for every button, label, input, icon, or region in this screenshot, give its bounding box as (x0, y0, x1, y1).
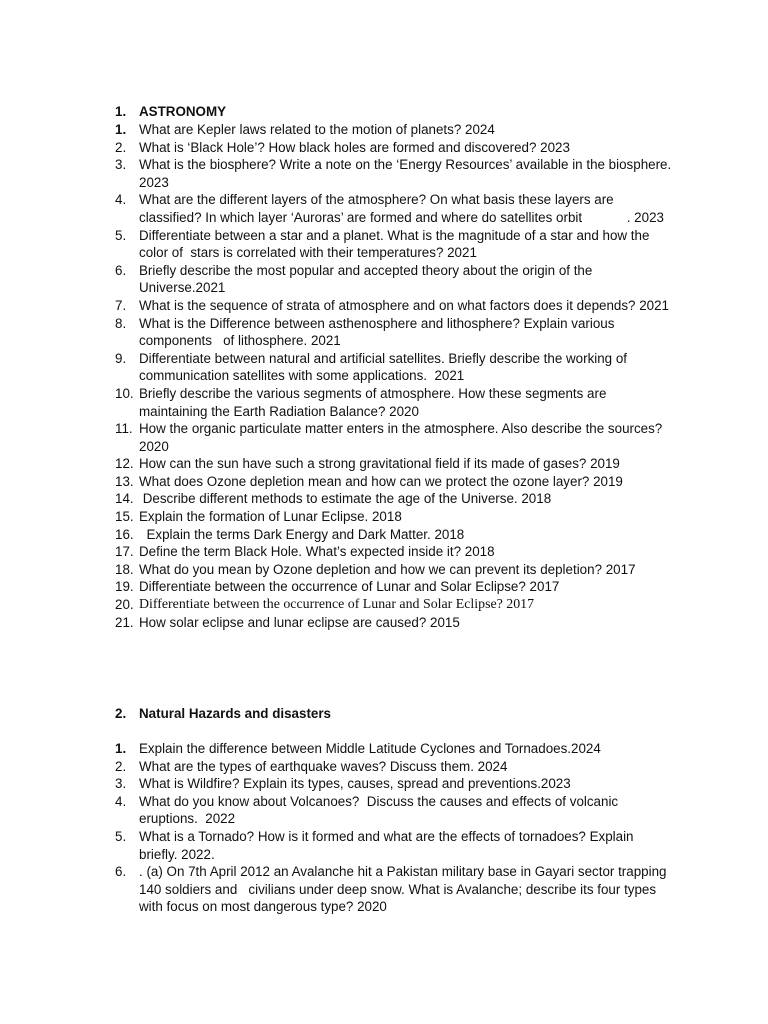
question-number: 2. (115, 758, 127, 774)
question-text: What is Wildfire? Explain its types, causes, spread and preventions.2023 (139, 776, 571, 792)
question-number: 21. (115, 614, 134, 630)
question-text: How solar eclipse and lunar eclipse are caused? 2015 (139, 614, 460, 630)
question-text: What do you know about Volcanoes? Discuss the causes and effects of volcanic eruptions. 2022 (139, 793, 622, 827)
question-text: . (a) On 7th April 2012 an Avalanche hit a Pakistan military base in Gayari sector trapping 140 soldiers and civilians under deep snow. What is Avalanche; describe its four types with focus on most dangerous type? 2020 (139, 864, 671, 915)
list-item (115, 350, 675, 385)
question-number: 11. (115, 421, 133, 437)
list-item (115, 775, 675, 793)
question-text: Briefly describe the various segments of atmosphere. How these segments are maintaining the Earth Radiation Balance? 2020 (139, 385, 611, 419)
question-text: What is the biosphere? Write a note on the ‘Energy Resources’ available in the biosphere. 2023 (139, 157, 675, 190)
question-number: 14. (115, 491, 134, 507)
list-item (115, 596, 675, 614)
list-item (115, 543, 675, 561)
question-text: Define the term Black Hole. What’s expected inside it? 2018 (139, 544, 495, 560)
question-number: 5. (115, 227, 127, 243)
question-text: Describe different methods to estimate the age of the Universe. 2018 (139, 491, 552, 507)
question-number: 9. (115, 350, 127, 366)
question-text: What do you mean by Ozone depletion and how we can prevent its depletion? 2017 (139, 561, 636, 577)
list-item (115, 121, 675, 139)
section-astronomy (115, 103, 675, 631)
list-item (115, 561, 675, 579)
list-item (115, 490, 675, 508)
question-text: Briefly describe the most popular and accepted theory about the origin of the Universe.2021 (139, 262, 597, 296)
list-item (115, 793, 675, 828)
question-number: 13. (115, 473, 134, 489)
question-number: 15. (115, 509, 134, 525)
list-item (115, 385, 675, 420)
question-number: 1. (115, 741, 127, 756)
question-number: 4. (115, 793, 127, 809)
question-text: What is ‘Black Hole’? How black holes are formed and discovered? 2023 (139, 139, 570, 155)
question-number: 19. (115, 579, 134, 595)
question-text: What is the Difference between asthenosphere and lithosphere? Explain various components of lithosphere. 2021 (139, 315, 619, 349)
question-text: What does Ozone depletion mean and how can we protect the ozone layer? 2019 (139, 473, 623, 489)
question-number: 10. (115, 385, 134, 401)
question-number: 1. (115, 122, 127, 137)
list-item (115, 740, 675, 758)
list-item (115, 139, 675, 157)
question-text: What are the types of earthquake waves? Discuss them. 2024 (139, 758, 508, 774)
list-item (115, 297, 675, 315)
question-number: 6. (115, 864, 127, 880)
question-number: 20. (115, 597, 134, 613)
section-number: 2. (115, 706, 127, 721)
question-text: Explain the difference between Middle Latitude Cyclones and Tornadoes.2024 (139, 741, 601, 756)
question-number: 17. (115, 544, 134, 560)
question-text: How can the sun have such a strong gravitational field if its made of gases? 2019 (139, 456, 620, 472)
list-item (115, 227, 675, 262)
question-list (115, 121, 675, 631)
question-text: Differentiate between a star and a planet. What is the magnitude of a star and how the color of stars is correlated with their temperatures? 2021 (139, 227, 654, 261)
question-number: 6. (115, 262, 127, 278)
section-heading (115, 705, 675, 723)
question-number: 7. (115, 297, 127, 313)
question-text: What is a Tornado? How is it formed and what are the effects of tornadoes? Explain briefly. 2022. (139, 828, 638, 862)
question-text: Explain the formation of Lunar Eclipse. 2018 (139, 509, 402, 525)
section-title: ASTRONOMY (139, 104, 227, 119)
list-item (115, 863, 675, 916)
question-text: Differentiate between the occurrence of Lunar and Solar Eclipse? 2017 (139, 579, 560, 595)
section-number: 1. (115, 104, 127, 119)
list-item (115, 614, 675, 632)
question-number: 12. (115, 456, 134, 472)
list-item (115, 315, 675, 350)
question-number: 3. (115, 157, 127, 173)
list-item (115, 578, 675, 596)
question-text: Explain the terms Dark Energy and Dark Matter. 2018 (139, 526, 465, 542)
list-item (115, 526, 675, 544)
list-item (115, 828, 675, 863)
question-number: 2. (115, 139, 127, 155)
question-number: 3. (115, 776, 127, 792)
section-natural-hazards (115, 705, 675, 916)
question-text: What are Kepler laws related to the motion of planets? 2024 (139, 122, 495, 137)
question-number: 5. (115, 828, 127, 844)
question-list (115, 740, 675, 916)
list-item (115, 473, 675, 491)
question-number: 18. (115, 561, 134, 577)
question-text: Differentiate between the occurrence of Lunar and Solar Eclipse? 2017 (139, 597, 535, 613)
list-item (115, 508, 675, 526)
section-heading (115, 103, 675, 121)
list-item (115, 758, 675, 776)
list-item (115, 455, 675, 473)
section-title: Natural Hazards and disasters (139, 706, 332, 721)
list-item (115, 191, 675, 226)
question-number: 4. (115, 192, 127, 208)
question-text: What is the sequence of strata of atmosphere and on what factors does it depends? 2021 (139, 297, 670, 313)
list-item (115, 156, 675, 191)
question-text: What are the different layers of the atmosphere? On what basis these layers are classified? In which layer ‘Auroras’ are formed and where do satellites orbit . 2023 (139, 192, 664, 225)
question-number: 8. (115, 315, 127, 331)
question-number: 16. (115, 526, 134, 542)
list-item (115, 420, 675, 455)
list-item (115, 262, 675, 297)
question-text: Differentiate between natural and artificial satellites. Briefly describe the working of communication satellites with some applications. 2021 (139, 350, 631, 384)
question-text: How the organic particulate matter enters in the atmosphere. Also describe the sources? 2020 (139, 421, 666, 454)
